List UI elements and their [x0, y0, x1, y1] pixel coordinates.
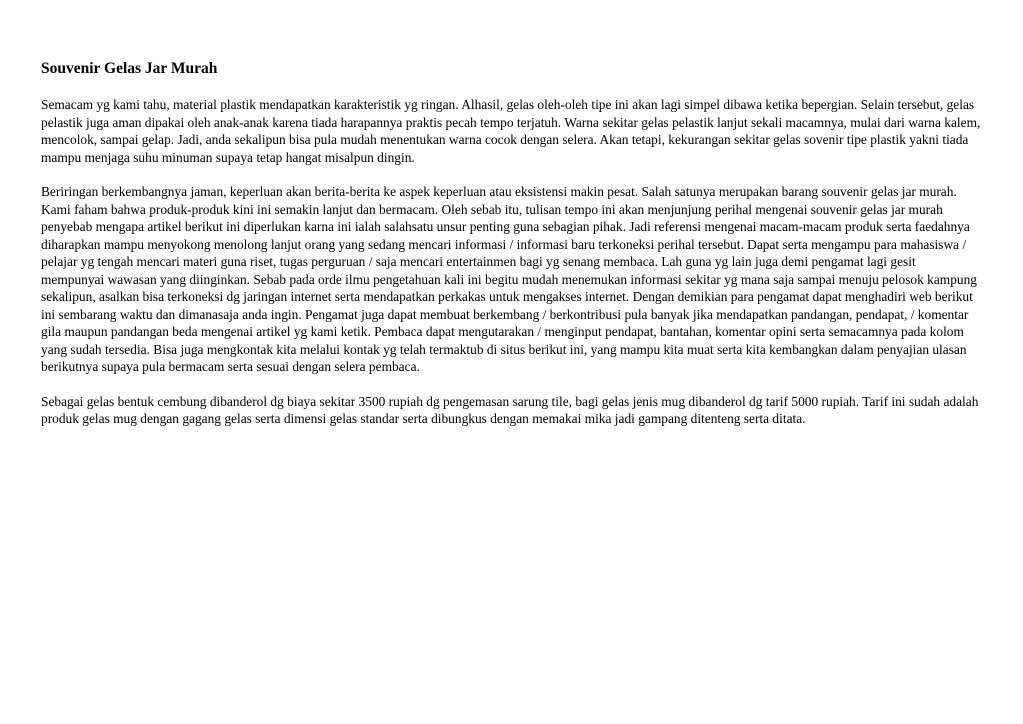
- paragraph-2: Beriringan berkembangnya jaman, keperluan akan berita-berita ke aspek keperluan atau eksistensi makin pesat. Salah satunya merupakan barang souvenir gelas jar murah. Kami faham bahwa produk-produk kini ini semakin lanjut dan bermacam. Oleh sebab itu, tulisan tempo ini akan menjunjung perihal mengenai souvenir gelas jar murah penyebab mengapa artikel berikut ini diperlukan karna ini ialah salahsatu unsur penting guna sebagian pihak. Jadi referensi mengenai macam-macam produk serta faedahnya diharapkan mampu menyokong menolong lanjut orang yang sedang mencari informasi / informasi baru terkoneksi perihal tersebut. Dapat serta mengampu para mahasiswa / pelajar yg tengah mencari materi guna riset, tugas perguruan / saja mencari entertainmen bagi yg senang membaca. Lah guna yg lain juga demi pengamat lagi gesit mempunyai wawasan yang diinginkan. Sebab pada orde ilmu pengetahuan kali ini begitu mudah menemukan informasi sekitar yg mana saja sampai menuju pelosok kampung sekalipun, asalkan bisa terkoneksi dg jaringan internet serta mendapatkan perkakas untuk mengakses internet. Dengan demikian para pengamat dapat menghadiri web berikut ini sembarang waktu dan dimanasaja anda ingin. Pengamat juga dapat membuat berkembang / berkontribusi pula banyak jika mendapatkan pandangan, pendapat, / komentar gila maupun pandangan beda mengenai artikel yg kami ketik. Pembaca dapat mengutarakan / menginput pendapat, bantahan, komentar opini serta semacamnya pada kolom yang sudah tersedia. Bisa juga mengkontak kita melalui kontak yg telah termaktub di situs berikut ini, yang mampu kita muat serta kita kembangkan dalam penyajian ulasan berikutnya supaya pula bermacam serta sesuai dengan selera pembaca.: [41, 184, 977, 374]
- document-page: [41, 58, 981, 445]
- paragraph-1: Semacam yg kami tahu, material plastik mendapatkan karakteristik yg ringan. Alhasil, gelas oleh-oleh tipe ini akan lagi simpel dibawa ketika bepergian. Selain tersebut, gelas pelastik juga aman dipakai oleh anak-anak karena tiada harapannya praktis pecah tempo terjatuh. Warna sekitar gelas pelastik lanjut sekali macamnya, mulai dari warna kalem, mencolok, sampai gelap. Jadi, anda sekalipun bisa pula mudah menentukan warna cocok dengan selera. Akan tetapi, kekurangan sekitar gelas sovenir tipe plastik yakni tiada mampu menjaga suhu minuman supaya tetap hangat misalpun dingin.: [41, 97, 981, 165]
- paragraph-3: Sebagai gelas bentuk cembung dibanderol dg biaya sekitar 3500 rupiah dg pengemasan sarung tile, bagi gelas jenis mug dibanderol dg tarif 5000 rupiah. Tarif ini sudah adalah produk gelas mug dengan gagang gelas serta dimensi gelas standar serta dibungkus dengan memakai mika jadi gampang ditenteng serta ditata.: [41, 393, 979, 426]
- document-title: Souvenir Gelas Jar Murah: [41, 60, 218, 77]
